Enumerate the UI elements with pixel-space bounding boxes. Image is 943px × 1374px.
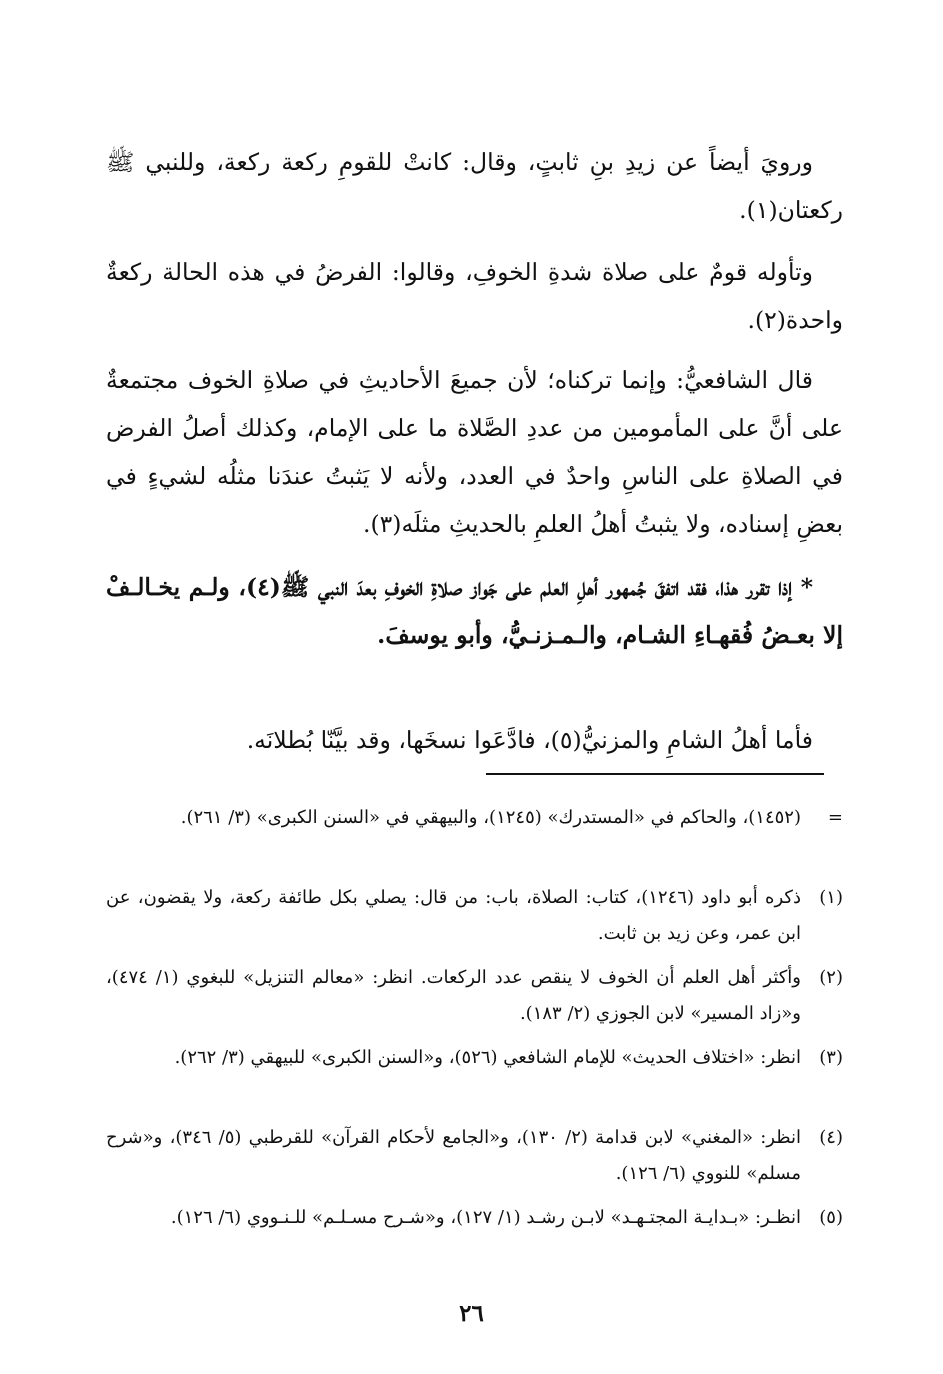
footnote-number: = [827,807,843,828]
footnote-1 [106,880,843,952]
footnote-text: انظـر: «بـدايـة المجتـهـد» لابـن رشـد (١/ ١٢٧)، و«شـرح مسـلـم» للـنـووي (٦/ ١٢٦). [170,1207,801,1228]
footnote-number: (١) [819,887,843,908]
footnote-continuation [106,800,843,836]
footnote-4 [106,1120,843,1192]
footnote-text: انظر: «المغني» لابن قدامة (٢/ ١٣٠)، و«الجامع لأحكام القرآن» للقرطبي (٥/ ٣٤٦)، و«شرح مسلم» للنووي (٦/ ١٢٦). [106,1127,801,1184]
footnote-text: انظر: «اختلاف الحديث» للإمام الشافعي (٥٢٦)، و«السنن الكبرى» للبيهقي (٣/ ٢٦٢). [174,1047,801,1068]
footnote-separator [486,773,824,775]
footnote-2 [106,960,843,1032]
paragraph-4: * إذا تقرر هذا، فقد اتفقَ جُمهور أهلِ العلم على جَواز صلاةِ الخوفِ بعدَ النبي ﷺ(٤)، ولـم يخـالـفْ إلا بعـضُ فُقهـاءِ الشـام، والـمـزنـيُّ، وأبو يوسفَ. [106,573,843,649]
footnote-5 [106,1200,843,1236]
footnote-text: ذكره أبو داود (١٢٤٦)، كتاب: الصلاة، باب: من قال: يصلي بكل طائفة ركعة، ولا يقضون، عن ابن عمر، وعن زيد بن ثابت. [106,887,801,944]
footnote-3 [106,1040,843,1076]
footnote-number: (٤) [819,1127,843,1148]
footnote-text: وأكثر أهل العلم أن الخوف لا ينقص عدد الركعات. انظر: «معالم التنزيل» للبغوي (١/ ٤٧٤)، و«زاد المسير» لابن الجوزي (٢/ ١٨٣). [106,967,801,1024]
paragraph-1: ورويَ أيضاً عن زيدِ بنِ ثابتٍ، وقال: كانتْ للقومِ ركعة ركعة، وللنبي ﷺ ركعتان(١). [106,148,843,224]
paragraph-5: فأما أهلُ الشامِ والمزنيُّ(٥)، فادَّعَوا نسخَها، وقد بيَّنّا بُطلانَه. [246,726,813,754]
paragraph-3: قال الشافعيُّ: وإنما تركناه؛ لأن جميعَ الأحاديثِ في صلاةِ الخوف مجتمعةٌ على أنَّ على المأمومين من عددِ الصَّلاة ما على الإمام، وكذلك أصلُ الفرض في الصلاةِ على الناسِ واحدٌ في العدد، ولأنه لا يَثبتُ عندَنا مثلُه لشيءٍ في بعضِ إسناده، ولا يثبتُ أهلُ العلمِ بالحديثِ مثلَه(٣). [106,366,843,538]
footnote-text: (١٤٥٢)، والحاكم في «المستدرك» (١٢٤٥)، والبيهقي في «السنن الكبرى» (٣/ ٢٦١). [180,807,801,828]
footnote-number: (٣) [819,1047,843,1068]
footnote-number: (٥) [819,1207,843,1228]
page-number: ٢٦ [459,1300,484,1327]
footnote-number: (٢) [819,967,843,988]
paragraph-2: وتأوله قومٌ على صلاة شدةِ الخوفِ، وقالوا: الفرضُ في هذه الحالة ركعةٌ واحدة(٢). [106,258,843,334]
